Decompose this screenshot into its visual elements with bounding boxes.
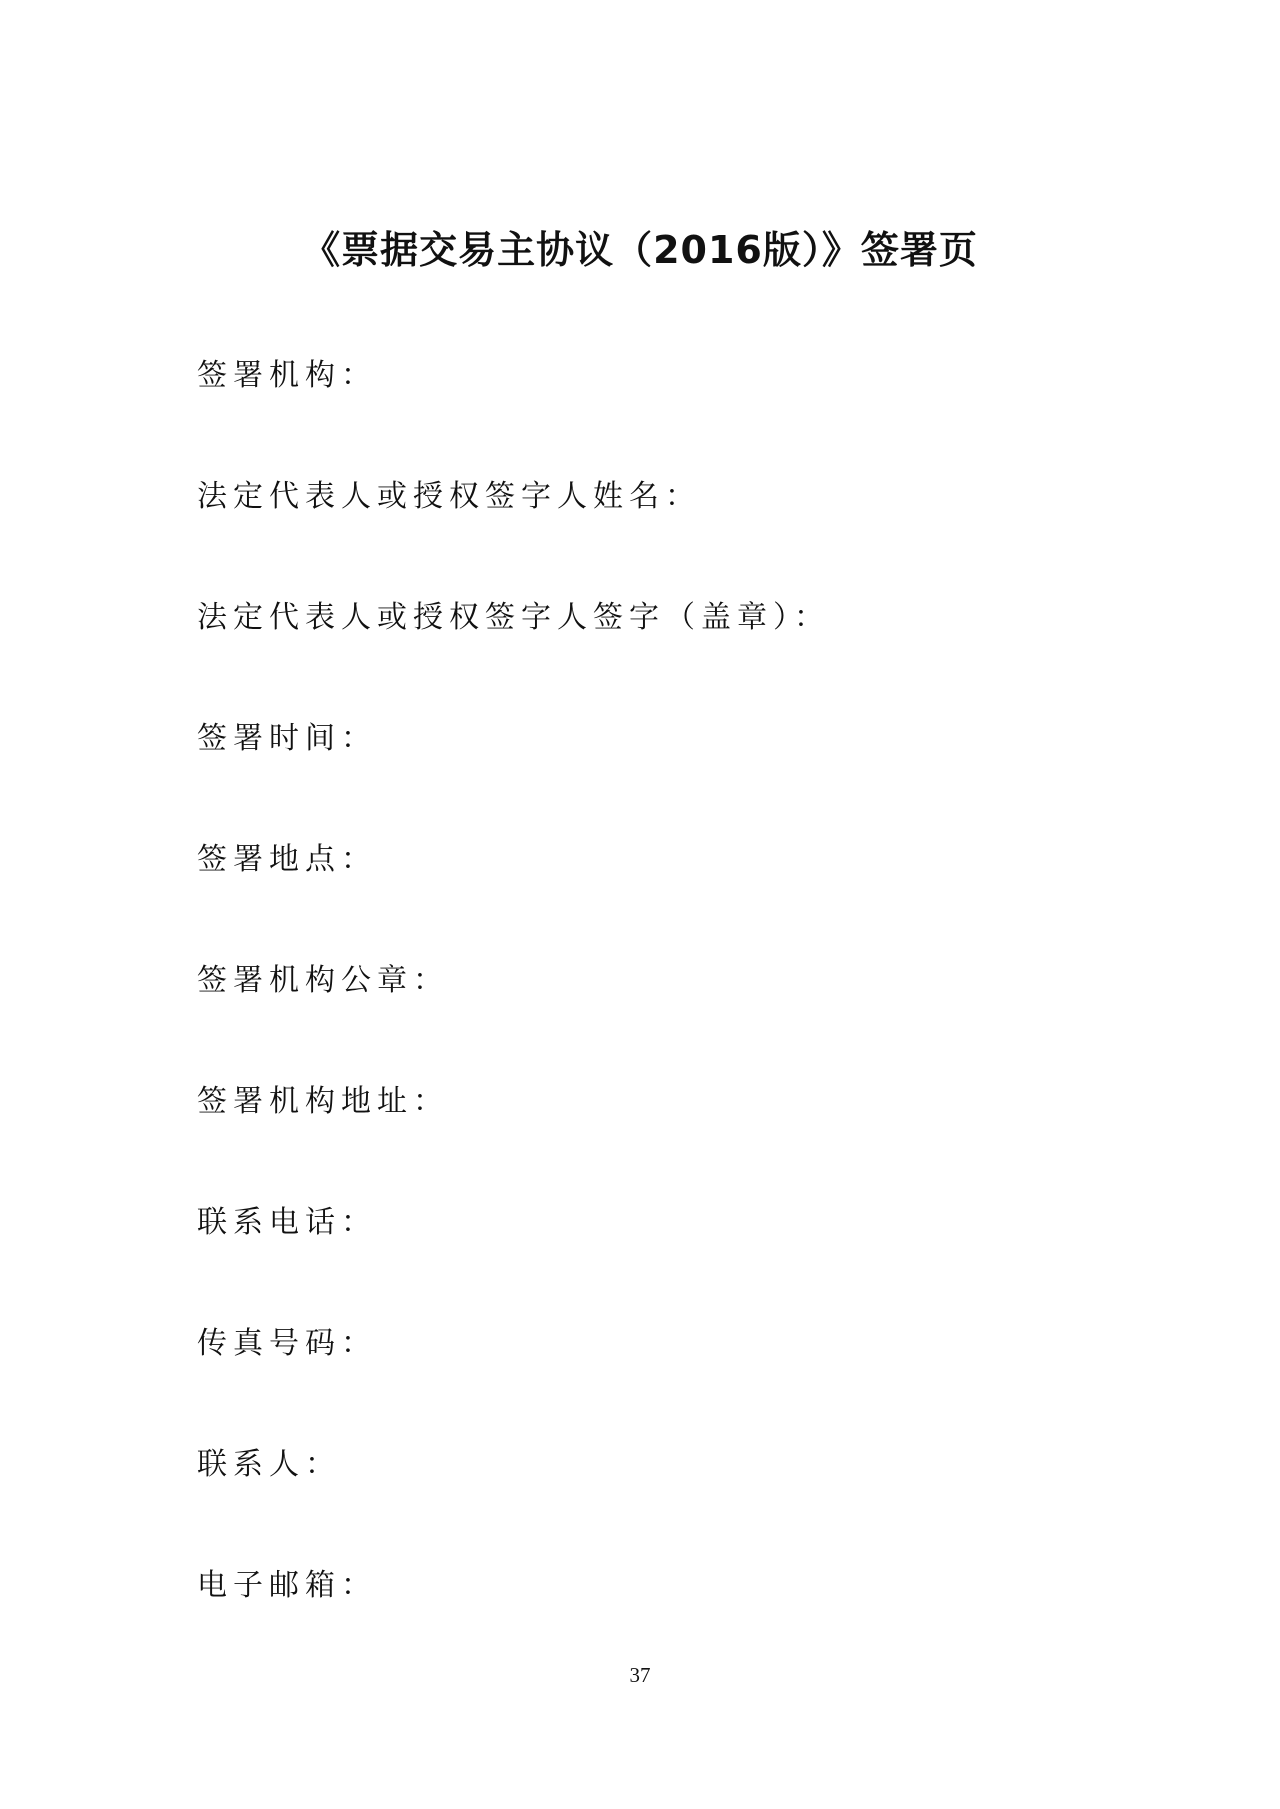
page-title: 《票据交易主协议（2016版）》签署页 <box>302 228 978 272</box>
field-signing-institution: 签署机构： <box>197 358 377 393</box>
field-institution-address: 签署机构地址： <box>197 1084 449 1119</box>
field-email: 电子邮箱： <box>197 1568 377 1603</box>
field-phone: 联系电话： <box>197 1205 377 1240</box>
field-representative-signature: 法定代表人或授权签字人签字（盖章）： <box>197 600 830 635</box>
field-signing-time: 签署时间： <box>197 721 377 756</box>
field-contact-person: 联系人： <box>197 1447 341 1482</box>
field-representative-name: 法定代表人或授权签字人姓名： <box>197 479 701 514</box>
field-signing-place: 签署地点： <box>197 842 377 877</box>
field-institution-seal: 签署机构公章： <box>197 963 449 998</box>
page-number: 37 <box>629 1663 651 1687</box>
field-fax: 传真号码： <box>197 1326 377 1361</box>
signature-fields <box>197 346 1197 1677</box>
